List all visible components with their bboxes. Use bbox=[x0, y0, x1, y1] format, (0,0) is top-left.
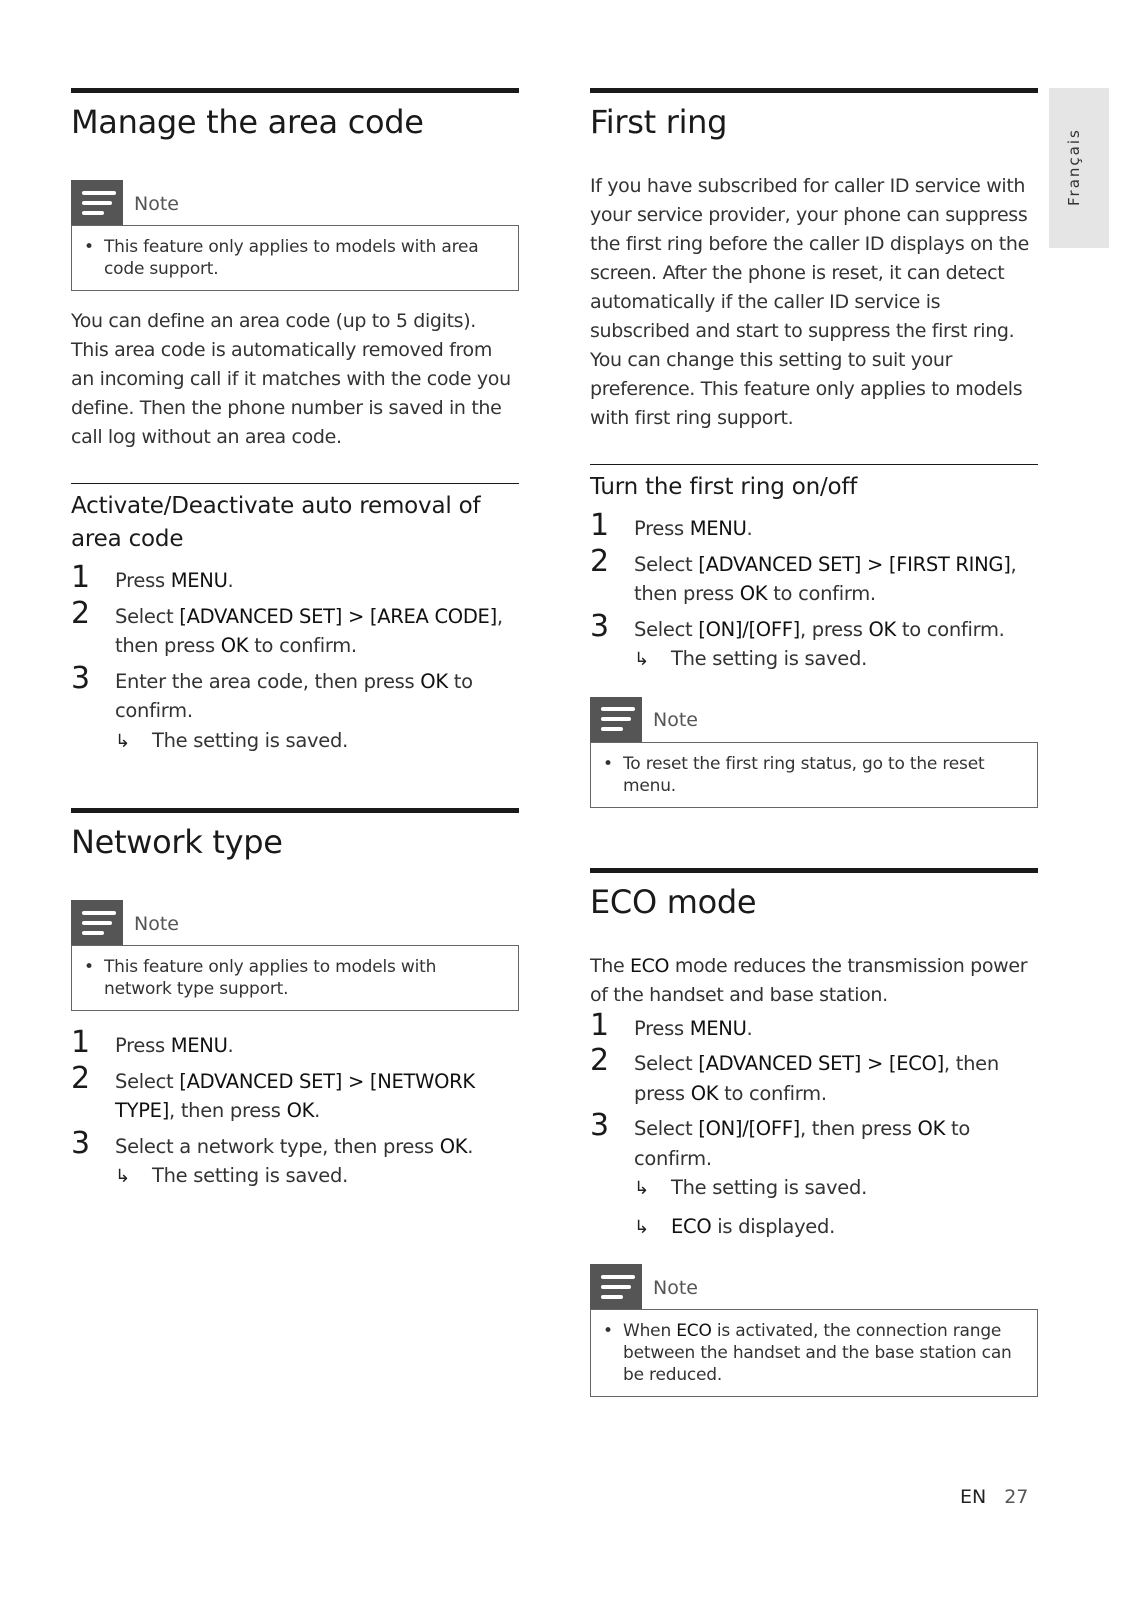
note-icon bbox=[71, 180, 123, 225]
note-network-type bbox=[71, 900, 519, 1011]
step-text: Press bbox=[115, 569, 171, 592]
area-code-steps bbox=[71, 560, 519, 756]
step-3 bbox=[590, 608, 1038, 675]
note-box bbox=[590, 1309, 1038, 1397]
step-number: 2 bbox=[590, 1043, 609, 1078]
step-keyword: [ON]/[OFF] bbox=[698, 617, 800, 641]
step-2 bbox=[590, 1043, 1038, 1108]
step-number: 1 bbox=[590, 1007, 609, 1043]
step-number: 3 bbox=[71, 660, 90, 696]
result-text: The setting is saved. bbox=[152, 728, 348, 752]
page-footer bbox=[960, 1486, 1028, 1508]
result-text: The setting is saved. bbox=[671, 1176, 867, 1199]
section-title-network-type: Network type bbox=[71, 823, 283, 861]
result-arrow-icon: ↳ bbox=[634, 649, 649, 670]
result-arrow-icon: ↳ bbox=[115, 1166, 130, 1187]
subsection-title-first-ring: Turn the first ring on/off bbox=[590, 474, 858, 500]
step-text: Select a network type, then press bbox=[115, 1134, 440, 1158]
step-result bbox=[634, 1173, 1038, 1204]
step-text: Select bbox=[115, 604, 180, 628]
eco-steps bbox=[590, 1007, 1038, 1243]
step-number: 2 bbox=[71, 1060, 90, 1096]
step-text: . bbox=[227, 569, 234, 592]
step-text: to confirm. bbox=[718, 1081, 827, 1105]
step-number: 3 bbox=[590, 608, 609, 644]
language-tab-label: Français bbox=[1065, 128, 1083, 206]
step-3 bbox=[71, 660, 519, 757]
left-column bbox=[71, 88, 519, 1198]
note-text: To reset the first ring status, go to the reset menu. bbox=[623, 753, 985, 796]
step-text: , press bbox=[799, 617, 869, 641]
step-text: to confirm. bbox=[115, 669, 473, 722]
step-keyword: OK bbox=[690, 1081, 719, 1105]
step-1 bbox=[590, 1007, 1038, 1044]
note-label: Note bbox=[134, 912, 179, 935]
step-keyword: OK bbox=[286, 1099, 315, 1122]
step-keyword: MENU bbox=[170, 569, 228, 592]
step-2 bbox=[71, 1060, 519, 1126]
step-text: . bbox=[227, 1034, 234, 1057]
step-3 bbox=[71, 1125, 519, 1192]
step-keyword: OK bbox=[868, 617, 897, 641]
note-box bbox=[590, 742, 1038, 808]
step-keyword: OK bbox=[739, 582, 768, 605]
section-title-first-ring: First ring bbox=[590, 103, 728, 141]
section-title-area-code: Manage the area code bbox=[71, 103, 424, 141]
step-number: 1 bbox=[590, 508, 609, 543]
step-text: . bbox=[746, 517, 753, 540]
note-text: This feature only applies to models with area code support. bbox=[104, 237, 479, 279]
network-steps bbox=[71, 1025, 519, 1192]
area-code-body: You can define an area code (up to 5 digits). This area code is automatically removed from an incoming call if it matches with the code you define. Then the phone number is saved in the call log without an area code. bbox=[71, 310, 511, 448]
step-text: Press bbox=[634, 517, 690, 540]
result-arrow-icon: ↳ bbox=[115, 730, 130, 752]
note-icon bbox=[71, 900, 123, 945]
body-text: The bbox=[590, 954, 630, 977]
step-number: 1 bbox=[71, 1025, 90, 1060]
body-text: mode reduces the transmission power of the handset and base station. bbox=[590, 954, 1028, 1006]
step-result bbox=[634, 644, 1005, 675]
footer-language: EN bbox=[960, 1486, 987, 1508]
step-1 bbox=[71, 1025, 519, 1061]
step-keyword: [ADVANCED SET] > [AREA CODE] bbox=[179, 604, 497, 628]
step-keyword: MENU bbox=[689, 517, 747, 540]
step-1 bbox=[590, 508, 1038, 544]
step-number: 3 bbox=[71, 1125, 90, 1161]
step-keyword: [ADVANCED SET] > [ECO] bbox=[698, 1052, 944, 1075]
step-keyword: OK bbox=[420, 669, 448, 693]
result-text: The setting is saved. bbox=[671, 647, 867, 670]
step-3 bbox=[590, 1108, 1038, 1242]
subsection-title-area-code: Activate/Deactivate auto removal of area code bbox=[71, 493, 481, 552]
step-keyword: [ADVANCED SET] > [FIRST RING] bbox=[698, 552, 1011, 576]
step-result bbox=[115, 1161, 473, 1192]
note-text-part: When bbox=[623, 1321, 677, 1341]
result-keyword: ECO bbox=[671, 1214, 712, 1238]
bullet-icon: • bbox=[84, 237, 94, 257]
right-column bbox=[590, 88, 1038, 1397]
step-text: Select bbox=[115, 1069, 180, 1093]
result-text: The setting is saved. bbox=[152, 1164, 348, 1187]
step-number: 1 bbox=[71, 560, 90, 595]
step-keyword: OK bbox=[917, 1117, 946, 1140]
result-arrow-icon: ↳ bbox=[634, 1178, 649, 1199]
step-keyword: [ON]/[OFF] bbox=[698, 1117, 800, 1140]
note-label: Note bbox=[653, 1276, 698, 1299]
step-text: . bbox=[746, 1016, 753, 1040]
step-result bbox=[115, 726, 519, 757]
note-eco bbox=[590, 1264, 1038, 1397]
step-text: to confirm. bbox=[634, 1117, 970, 1170]
step-text: to confirm. bbox=[248, 634, 357, 657]
step-1 bbox=[71, 560, 519, 596]
note-text-part: is activated, the connection range between the handset and the base station can be reduced. bbox=[623, 1321, 1012, 1385]
language-tab bbox=[1049, 88, 1109, 248]
step-text: Select bbox=[634, 1117, 699, 1140]
step-number: 3 bbox=[590, 1108, 609, 1143]
step-keyword: OK bbox=[439, 1134, 468, 1158]
step-text: Select bbox=[634, 552, 699, 576]
page-number: 27 bbox=[1004, 1486, 1029, 1508]
body-keyword: ECO bbox=[629, 954, 670, 977]
step-number: 2 bbox=[590, 543, 609, 579]
step-number: 2 bbox=[71, 595, 90, 631]
step-text: Select bbox=[634, 1052, 699, 1075]
note-icon bbox=[590, 1264, 642, 1309]
step-text: , then press bbox=[634, 1052, 999, 1105]
note-area-code bbox=[71, 180, 519, 291]
step-text: to confirm. bbox=[896, 617, 1005, 641]
bullet-icon: • bbox=[84, 957, 94, 977]
step-text: Select bbox=[634, 617, 699, 641]
step-text: Enter the area code, then press bbox=[115, 669, 421, 693]
result-arrow-icon: ↳ bbox=[634, 1216, 649, 1238]
step-text: , then press bbox=[115, 604, 503, 657]
first-ring-steps bbox=[590, 508, 1038, 675]
section-title-eco-mode: ECO mode bbox=[590, 882, 757, 921]
step-keyword: MENU bbox=[689, 1016, 747, 1040]
note-text: This feature only applies to models with network type support. bbox=[104, 957, 437, 999]
note-icon bbox=[590, 697, 642, 742]
step-text: to confirm. bbox=[767, 582, 876, 605]
step-keyword: OK bbox=[220, 634, 249, 657]
note-box bbox=[71, 945, 519, 1011]
step-keyword: [ADVANCED SET] > [NETWORK TYPE] bbox=[115, 1069, 475, 1122]
step-text: . bbox=[467, 1134, 474, 1158]
note-text bbox=[623, 1320, 1027, 1386]
note-label: Note bbox=[134, 192, 179, 215]
note-first-ring bbox=[590, 697, 1038, 808]
step-text: . bbox=[314, 1099, 321, 1122]
step-2 bbox=[590, 543, 1038, 609]
result-text: is displayed. bbox=[711, 1214, 835, 1238]
note-box bbox=[71, 225, 519, 291]
step-result bbox=[634, 1212, 1038, 1243]
step-2 bbox=[71, 595, 519, 661]
first-ring-body: If you have subscribed for caller ID service with your service provider, your phone can suppress the first ring before the caller ID displays on the screen. After the phone is reset, it can detect automatically if the caller ID service is subscribed and start to suppress the first ring. You can change this setting to suit your preference. This feature only applies to models with first ring support. bbox=[590, 175, 1029, 429]
note-label: Note bbox=[653, 709, 698, 731]
eco-body bbox=[590, 952, 1038, 1010]
step-text: Press bbox=[115, 1034, 171, 1057]
bullet-icon: • bbox=[603, 1321, 613, 1341]
bullet-icon: • bbox=[603, 753, 613, 774]
step-text: , then press bbox=[799, 1117, 918, 1140]
step-keyword: MENU bbox=[170, 1034, 228, 1057]
step-text: , then press bbox=[634, 552, 1017, 605]
step-text: , then press bbox=[169, 1099, 287, 1122]
note-keyword: ECO bbox=[676, 1321, 712, 1341]
step-text: Press bbox=[634, 1016, 690, 1040]
